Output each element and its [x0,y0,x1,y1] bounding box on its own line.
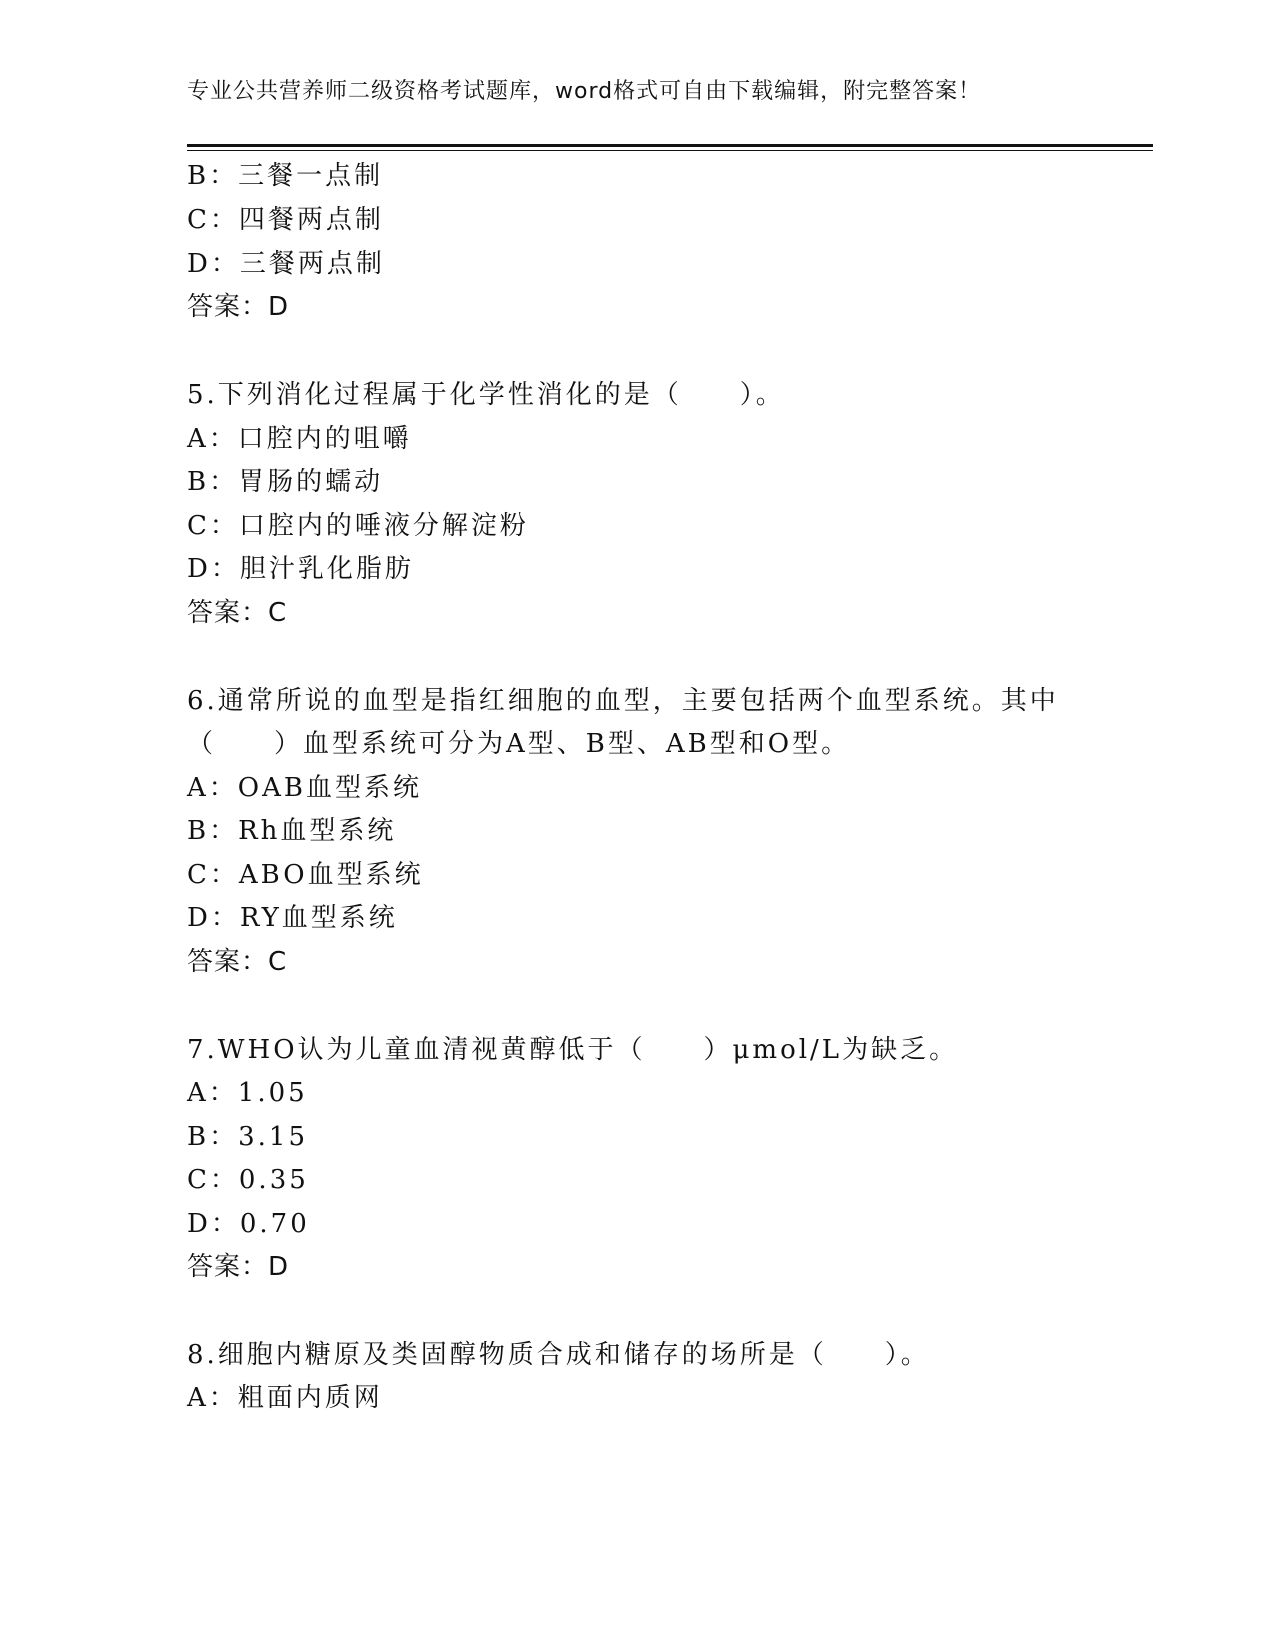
q7-option-b: B：3.15 [187,1122,308,1152]
q5-option-b: B：胃肠的蠕动 [187,467,384,497]
q6-question-line1: 6.通常所说的血型是指红细胞的血型，主要包括两个血型系统。其中 [187,686,1059,716]
q7-answer: 答案：D [187,1252,290,1282]
q5-question: 5.下列消化过程属于化学性消化的是（ ）。 [187,380,785,410]
q4-answer: 答案：D [187,292,290,322]
q6-question-line2: （ ）血型系统可分为A型、B型、AB型和O型。 [187,729,851,759]
q4-option-d: D：三餐两点制 [187,249,385,279]
q7-option-a: A：1.05 [187,1078,308,1108]
q6-answer: 答案：C [187,947,288,977]
q6-option-b: B：Rh血型系统 [187,816,397,846]
page-header: 专业公共营养师二级资格考试题库，word格式可自由下载编辑，附完整答案！ [187,79,982,104]
q8-option-a: A：粗面内质网 [187,1383,383,1413]
q7-option-c: C：0.35 [187,1165,309,1195]
q6-option-a: A：OAB血型系统 [187,773,422,803]
q6-option-c: C：ABO血型系统 [187,860,424,890]
q4-option-b: B：三餐一点制 [187,161,384,191]
q6-option-d: D：RY血型系统 [187,903,398,933]
header-divider-thin [187,150,1153,151]
q7-question: 7.WHO认为儿童血清视黄醇低于（ ）μmol/L为缺乏。 [187,1035,959,1065]
q5-option-a: A：口腔内的咀嚼 [187,424,412,454]
header-divider-thick [187,144,1153,147]
q5-answer: 答案：C [187,598,288,628]
q4-option-c: C：四餐两点制 [187,205,384,235]
q7-option-d: D：0.70 [187,1209,310,1239]
q8-question: 8.细胞内糖原及类固醇物质合成和储存的场所是（ ）。 [187,1340,930,1370]
q5-option-d: D：胆汁乳化脂肪 [187,554,414,584]
q5-option-c: C：口腔内的唾液分解淀粉 [187,511,529,541]
